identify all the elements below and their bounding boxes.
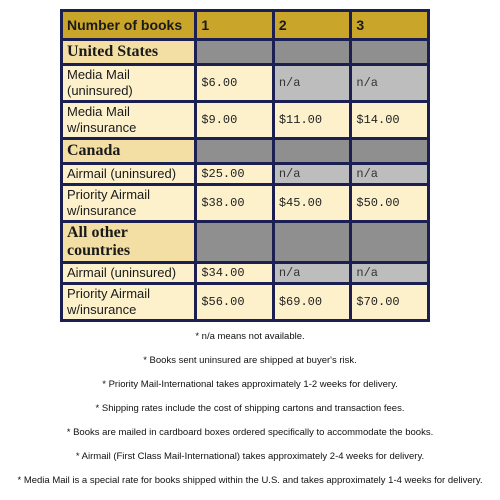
region-filler — [275, 223, 350, 261]
region-filler — [275, 41, 350, 63]
price-cell: $9.00 — [197, 103, 272, 137]
service-label: Priority Airmail w/insurance — [63, 285, 194, 319]
service-label: Priority Airmail w/insurance — [63, 186, 194, 220]
region-label: United States — [63, 41, 194, 63]
not-available-cell: n/a — [352, 264, 427, 282]
note-item: * Books sent uninsured are shipped at buyer's risk. — [143, 355, 357, 366]
table-row — [63, 103, 427, 137]
not-available-cell: n/a — [352, 66, 427, 100]
region-row-united-states — [63, 41, 427, 63]
header-number-of-books: Number of books — [63, 12, 194, 38]
table-row — [63, 264, 427, 282]
region-row-all-other-countries — [63, 223, 427, 261]
service-label: Airmail (uninsured) — [63, 264, 194, 282]
table-row — [63, 165, 427, 183]
region-filler — [352, 140, 427, 162]
price-cell: $34.00 — [197, 264, 272, 282]
price-cell: $6.00 — [197, 66, 272, 100]
header-col-2: 2 — [275, 12, 350, 38]
shipping-notes — [0, 325, 500, 493]
region-row-canada — [63, 140, 427, 162]
region-filler — [275, 140, 350, 162]
table-row — [63, 186, 427, 220]
table-row — [63, 66, 427, 100]
service-label: Media Mail w/insurance — [63, 103, 194, 137]
note-item: * Airmail (First Class Mail-International) takes approximately 2-4 weeks for delivery. — [75, 451, 425, 462]
region-filler — [197, 140, 272, 162]
not-available-cell: n/a — [275, 264, 350, 282]
region-filler — [197, 223, 272, 261]
note-item: * Shipping rates include the cost of shipping cartons and transaction fees. — [95, 403, 405, 414]
service-label: Media Mail (uninsured) — [63, 66, 194, 100]
not-available-cell: n/a — [275, 165, 350, 183]
not-available-cell: n/a — [352, 165, 427, 183]
price-cell: $56.00 — [197, 285, 272, 319]
note-item: * Media Mail is a special rate for books shipped within the U.S. and takes approximately 1-4 weeks for delivery. — [17, 475, 483, 486]
header-col-3: 3 — [352, 12, 427, 38]
region-label: All other countries — [63, 223, 194, 261]
price-cell: $11.00 — [275, 103, 350, 137]
region-label: Canada — [63, 140, 194, 162]
price-cell: $50.00 — [352, 186, 427, 220]
table-row — [63, 285, 427, 319]
region-filler — [352, 41, 427, 63]
note-item: * Books are mailed in cardboard boxes ordered specifically to accommodate the books. — [66, 427, 434, 438]
note-item: * Priority Mail-International takes approximately 1-2 weeks for delivery. — [102, 379, 398, 390]
service-label: Airmail (uninsured) — [63, 165, 194, 183]
price-cell: $45.00 — [275, 186, 350, 220]
not-available-cell: n/a — [275, 66, 350, 100]
region-filler — [197, 41, 272, 63]
header-col-1: 1 — [197, 12, 272, 38]
note-item: * n/a means not available. — [195, 331, 305, 342]
region-filler — [352, 223, 427, 261]
table-header-row — [63, 12, 427, 38]
price-cell: $38.00 — [197, 186, 272, 220]
shipping-rates-table — [60, 9, 430, 322]
price-cell: $70.00 — [352, 285, 427, 319]
price-cell: $25.00 — [197, 165, 272, 183]
price-cell: $14.00 — [352, 103, 427, 137]
price-cell: $69.00 — [275, 285, 350, 319]
